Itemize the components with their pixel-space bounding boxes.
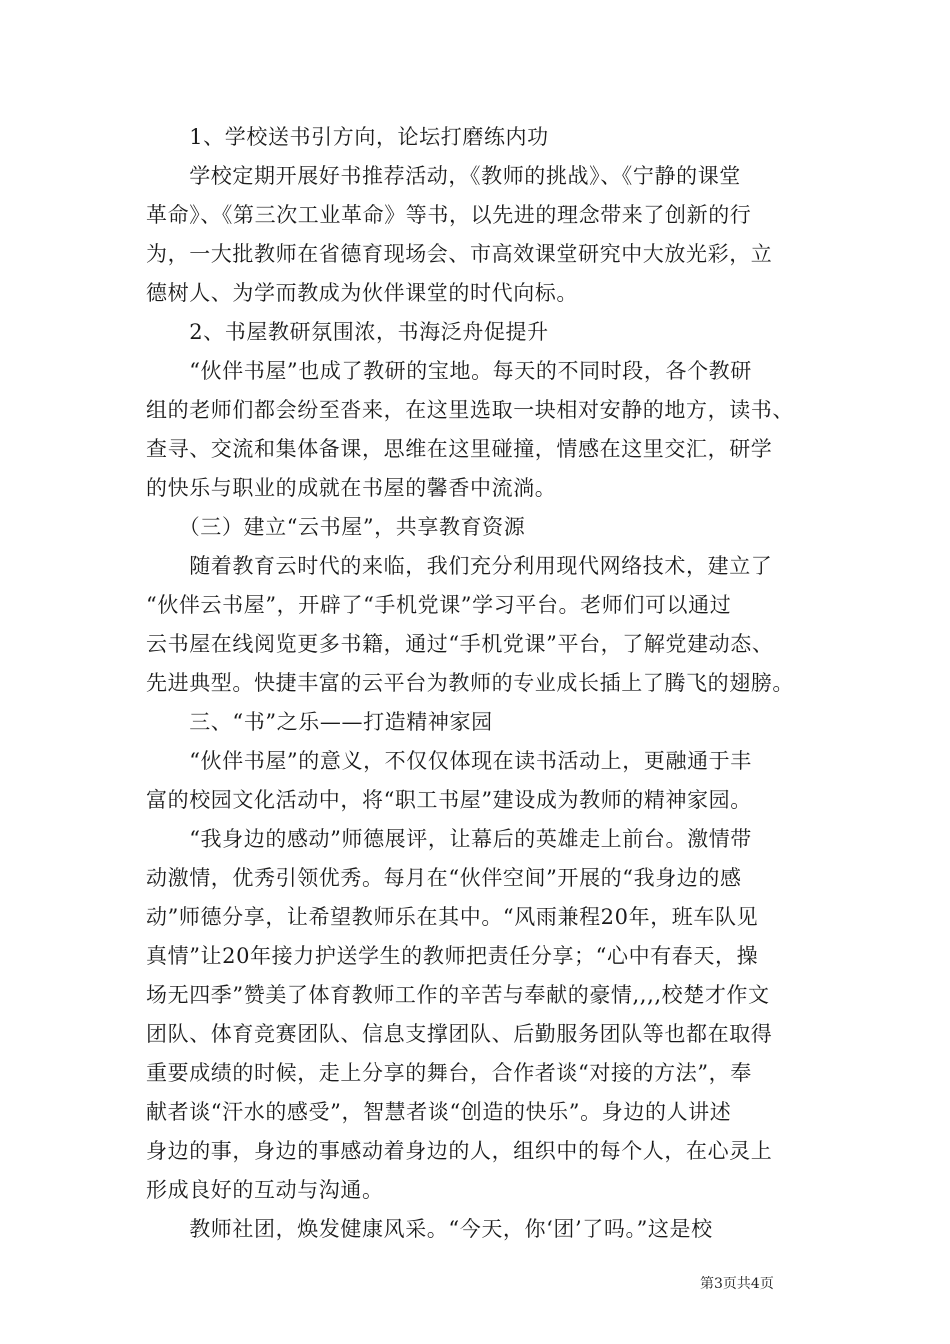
document-body — [146, 118, 814, 1249]
text-line: 的快乐与职业的成就在书屋的馨香中流淌。 — [146, 476, 557, 500]
text-line: 献者谈“汗水的感受”，智慧者谈“创造的快乐”。身边的人讲述 — [146, 1100, 732, 1124]
text-line: 形成良好的互动与沟通。 — [146, 1178, 384, 1202]
text-line: “伙伴书屋”也成了教研的宝地。每天的不同时段，各个教研 — [146, 359, 752, 383]
text-line: 教师社团，焕发健康风采。“今天，你‘团’了吗。”这是校 — [146, 1217, 713, 1241]
page-number: 第3页共4页 — [700, 1276, 774, 1292]
text-line: 云书屋在线阅览更多书籍，通过“手机党课”平台，了解党建动态、 — [146, 632, 774, 656]
text-line: 场无四季”赞美了体育教师工作的辛苦与奉献的豪情,,,,校楚才作文 — [146, 983, 770, 1007]
text-line: 革命》、《第三次工业革命》等书，以先进的理念带来了创新的行 — [146, 203, 752, 227]
text-line: 随着教育云时代的来临，我们充分利用现代网络技术，建立了 — [146, 554, 773, 578]
text-line: “我身边的感动”师德展评，让幕后的英雄走上前台。激情带 — [146, 827, 752, 851]
text-line: “伙伴书屋”的意义，不仅仅体现在读书活动上，更融通于丰 — [146, 749, 752, 773]
text-line: 动”师德分享，让希望教师乐在其中。“风雨兼程20年，班车队见 — [146, 905, 759, 929]
text-line: 动激情，优秀引领优秀。每月在“伙伴空间”开展的“我身边的感 — [146, 866, 742, 890]
text-line: 身边的事，身边的事感动着身边的人，组织中的每个人，在心灵上 — [146, 1139, 773, 1163]
text-line: 为，一大批教师在省德育现场会、市高效课堂研究中大放光彩，立 — [146, 242, 773, 266]
text-line: （三）建立“云书屋”，共享教育资源 — [146, 515, 526, 539]
text-line: 团队、体育竞赛团队、信息支撑团队、后勤服务团队等也都在取得 — [146, 1022, 773, 1046]
text-line: 真情”让20年接力护送学生的教师把责任分享；“心中有春天，操 — [146, 944, 759, 968]
text-line: “伙伴云书屋”，开辟了“手机党课”学习平台。老师们可以通过 — [146, 593, 732, 617]
text-line: 三、“书”之乐——打造精神家园 — [146, 710, 493, 734]
text-line: 富的校园文化活动中，将“职工书屋”建设成为教师的精神家园。 — [146, 788, 752, 812]
text-line: 组的老师们都会纷至沓来，在这里选取一块相对安静的地方，读书、 — [146, 398, 794, 422]
text-line: 查寻、交流和集体备课，思维在这里碰撞，情感在这里交汇，研学 — [146, 437, 773, 461]
text-line: 1、学校送书引方向，论坛打磨练内功 — [146, 125, 549, 149]
text-line: 重要成绩的时候，走上分享的舞台，合作者谈“对接的方法”，奉 — [146, 1061, 752, 1085]
text-line: 德树人、为学而教成为伙伴课堂的时代向标。 — [146, 281, 578, 305]
text-line: 先进典型。快捷丰富的云平台为教师的专业成长插上了腾飞的翅膀。 — [146, 671, 794, 695]
text-line: 2、书屋教研氛围浓，书海泛舟促提升 — [146, 320, 549, 344]
text-line: 学校定期开展好书推荐活动，《教师的挑战》、《宁静的课堂 — [146, 164, 741, 188]
